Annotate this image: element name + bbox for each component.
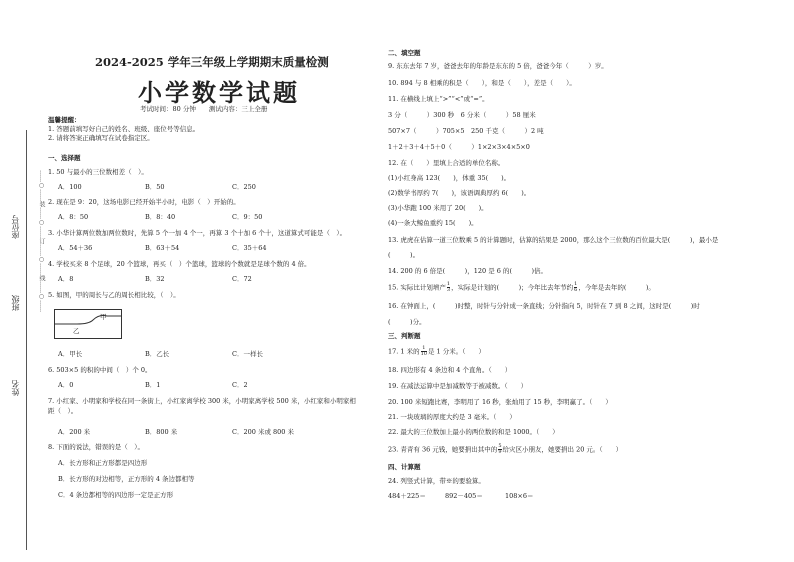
question-2: 2. 现在是 9：20，这场电影已经开始半小时，电影（ ）开始的。 xyxy=(48,198,240,206)
question-12: 12. 在（ ）里填上合适的单位名称。 xyxy=(388,159,505,167)
figure-label-jia: 甲 xyxy=(100,313,107,321)
question-10: 10. 894 与 8 相乘的积是（ ），和是（ ），差是（ ）。 xyxy=(388,79,576,87)
option-c: C．9：50 xyxy=(232,213,263,221)
question-11-row: 1＋2＋3＋4＋5＋0（ ）1×2×3×4×5×0 xyxy=(388,143,530,151)
question-1: 1. 50 与最小的三位数相差（ ）。 xyxy=(48,168,148,176)
class-label: 班级 xyxy=(11,295,20,311)
section-heading-calc: 四、计算题 xyxy=(388,463,421,471)
question-12-item: (2)数学书厚约 7( )，该语调典厚约 6( )。 xyxy=(388,189,531,197)
question-13: 13. 虎虎在估算一道三位数乘 5 的计算题时，估算的结果是 2000，那么这个三位数的百位最大是( )，最小是 xyxy=(388,236,719,244)
question-16-cont: ( )分。 xyxy=(388,318,426,326)
seat-number-label: 座位号 xyxy=(11,215,20,239)
question-15: 15. 实际比计划增产 $\frac{1}{3}$ ，实际是计划的( )；今年比去年节约 $\frac{1}{6}$ ，今年是去年的( )。 xyxy=(388,281,655,293)
option-a: A．100 xyxy=(58,183,82,191)
question-5: 5. 如图，甲的周长与乙的周长相比较，（ ）。 xyxy=(48,291,180,299)
option-b: B．32 xyxy=(145,275,165,283)
option-a: A．甲长 xyxy=(58,350,83,358)
section-heading-fill: 二、填空题 xyxy=(388,49,421,57)
option-c: C．2 xyxy=(232,381,248,389)
option-c: C．250 xyxy=(232,183,256,191)
question-11-row: 3 分（ ）300 秒 6 分米（ ）58 厘米 xyxy=(388,111,536,119)
calc-item: 108×6＝ xyxy=(505,492,534,500)
notes-heading: 温馨提醒： xyxy=(48,116,81,124)
option-a: A．0 xyxy=(58,381,74,389)
fraction: $\frac{1}{10}$ xyxy=(420,345,427,357)
note-item: 2. 请将答案正确填写在试卷指定区。 xyxy=(48,134,154,142)
option-c: C．35＋64 xyxy=(232,244,267,252)
option-b: B．800 米 xyxy=(145,428,178,436)
option-c: C．200 米或 800 米 xyxy=(232,428,294,436)
question-11-row: 507×7（ ）705×5 250 千克（ ）2 吨 xyxy=(388,127,544,135)
question-21: 21. 一块玻璃的厚度大约是 3 毫米。（ ） xyxy=(388,413,516,421)
question-7-cont: 距（ ）。 xyxy=(48,407,78,415)
binding-margin xyxy=(4,130,44,550)
question-20: 20. 100 米短跑比赛，李明用了 16 秒，张灿用了 15 秒，李明赢了。（ ） xyxy=(388,398,612,406)
seal-line-text: ……○……装……○……订……○……线……○…… xyxy=(38,170,45,312)
section-heading-judge: 三、判断题 xyxy=(388,332,421,340)
question-18: 18. 四边形有 4 条边和 4 个直角。（ ） xyxy=(388,366,512,374)
question-16: 16. 在钟面上，( )时整，时针与分针成一条直线；分针指向 5，时针在 7 到 8 之间，这时是( )时 xyxy=(388,302,700,310)
question-12-item: (4)一条大鲸鱼重约 15( )。 xyxy=(388,219,478,227)
option-a: A．200 米 xyxy=(58,428,91,436)
question-23: 23. 青青有 36 元钱，她要捐出其中的 $\frac{5}{9}$ 给灾区小朋友，她要捐出 20 元。（ ） xyxy=(388,443,623,455)
option-c: C．4 条边都相等的四边形一定是正方形 xyxy=(58,491,174,499)
question-4: 4. 学校买来 8 个足球，20 个篮球，再买（ ）个篮球，篮球的个数就是足球个数的 4 倍。 xyxy=(48,260,311,268)
question-7: 7. 小红家、小明家和学校在同一条街上，小红家离学校 300 米，小明家离学校 500 米，小红家和小明家相 xyxy=(48,397,356,405)
option-b: B．1 xyxy=(145,381,161,389)
question-24: 24. 列竖式计算，带※的要验算。 xyxy=(388,477,485,485)
fraction: $\frac{5}{9}$ xyxy=(498,443,502,455)
note-item: 1. 答题前填写好自己的姓名、班级、座位号等信息。 xyxy=(48,125,200,133)
perimeter-figure xyxy=(54,309,122,339)
dividing-curve xyxy=(55,310,121,338)
option-a: A．长方形和正方形都是四边形 xyxy=(58,459,148,467)
exam-info: 考试时间：80 分钟 测试内容：三上全册 xyxy=(140,105,268,113)
option-c: C．72 xyxy=(232,275,252,283)
question-12-item: (3)小华跑 100 米用了 20( )。 xyxy=(388,204,488,212)
question-11: 11. 在横线上填上“>”“<”或“=”。 xyxy=(388,95,489,103)
question-17: 17. 1 米的 $\frac{1}{10}$ 是 1 分米。（ ） xyxy=(388,345,486,357)
option-a: A．8 xyxy=(58,275,74,283)
question-12-item: (1)小红身高 123( )，体重 35( )。 xyxy=(388,174,511,182)
question-8: 8. 下面的说法，错误的是（ ）。 xyxy=(48,443,145,451)
option-a: A．8：50 xyxy=(58,213,89,221)
option-b: B．8：40 xyxy=(145,213,176,221)
name-label: 姓名 xyxy=(11,380,20,396)
option-b: B．长方形的对边相等，正方形的 4 条边都相等 xyxy=(58,475,195,483)
fraction: $\frac{1}{3}$ xyxy=(446,281,451,293)
option-b: B．63＋54 xyxy=(145,244,180,252)
calc-item: 892－405＝ xyxy=(445,492,483,500)
question-6: 6. 503×5 的积的中间（ ）个 0。 xyxy=(48,366,152,374)
question-22: 22. 最大的三位数加上最小的两位数的和是 1000。（ ） xyxy=(388,428,559,436)
question-9: 9. 东东去年 7 岁，爸爸去年的年龄是东东的 5 倍，爸爸今年（ ）岁。 xyxy=(388,62,608,70)
question-19: 19. 在减法运算中是加减数等于被减数。（ ） xyxy=(388,382,528,390)
option-b: B．50 xyxy=(145,183,165,191)
option-b: B．乙长 xyxy=(145,350,170,358)
option-a: A．54＋36 xyxy=(58,244,93,252)
question-14: 14. 200 的 6 倍是( )，120 是 6 的( )倍。 xyxy=(388,267,548,275)
question-3: 3. 小华计算两位数加两位数时，先算 5 个一加 4 个一，再算 3 个十加 6 个十，这道算式可能是（ ）。 xyxy=(48,229,347,237)
exam-title: 2024-2025 学年三年级上学期期末质量检测 xyxy=(95,55,329,69)
option-c: C．一样长 xyxy=(232,350,263,358)
question-13-cont: ( )。 xyxy=(388,251,420,259)
calc-item: 484＋225＝ xyxy=(388,492,426,500)
fraction: $\frac{1}{6}$ xyxy=(574,281,578,293)
paper-title: 小学数学试题 xyxy=(138,79,300,107)
section-heading-choice: 一、选择题 xyxy=(48,154,81,162)
figure-label-yi: 乙 xyxy=(73,327,80,335)
binding-line xyxy=(26,130,27,550)
